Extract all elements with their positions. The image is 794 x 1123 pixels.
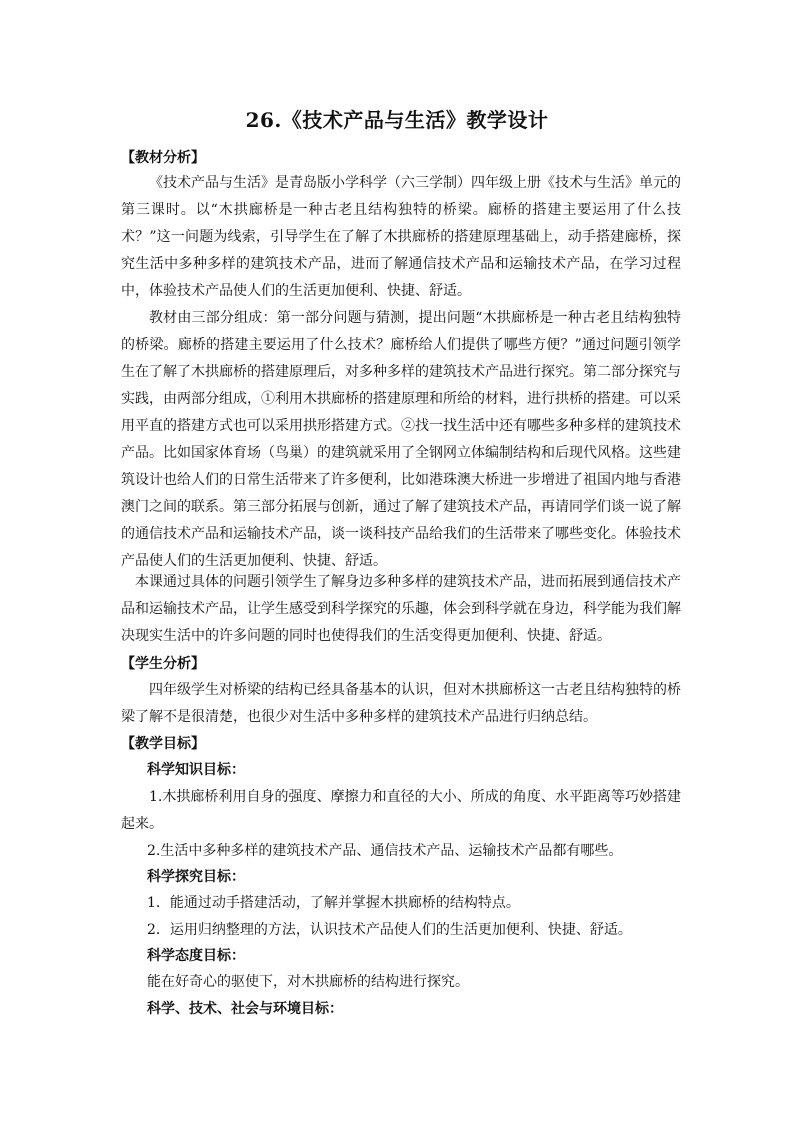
subheading-knowledge-goals: 科学知识目标： — [147, 762, 245, 778]
knowledge-goal-1: 1.木拱廊桥利用自身的强度、摩擦力和直径的大小、所成的角度、水平距离等巧妙搭建起来。 — [121, 789, 681, 832]
inquiry-goal-2: 2．运用归纳整理的方法，认识技术产品使人们的生活更加便利、快捷、舒适。 — [147, 922, 632, 938]
section-heading-student-analysis: 【学生分析】 — [121, 656, 205, 672]
material-analysis-paragraph-2: 教材由三部分组成：第一部分问题与猜测，提出问题“木拱廊桥是一种古老且结构独特的桥梁。廊桥的搭建主要运用了什么技术？廊桥给人们提供了哪些方便？”通过问题引领学生在了解了木拱廊桥的搭建原理后，对多种多样的建筑技术产品进行探究。第二部分探究与实践，由两部分组成，①利用木拱廊桥的搭建原理和所给的材料，进行拱桥的搭建。可以采用平直的搭建方式也可以采用拱形搭建方式。②找一找生活中还有哪些多种多样的建筑技术产品。比如国家体育场（鸟巢）的建筑就采用了全钢网立体编制结构和后现代风格。这些建筑设计也给人们的日常生活带来了许多便利，比如港珠澳大桥进一步增进了祖国内地与香港澳门之间的联系。第三部分拓展与创新，通过了解了建筑技术产品，再请同学们谈一说了解的通信技术产品和运输技术产品，谈一谈科技产品给我们的生活带来了哪些变化。体验技术产品使人们的生活更加便利、快捷、舒适。 — [121, 310, 681, 569]
section-heading-teaching-goals: 【教学目标】 — [121, 736, 205, 752]
knowledge-goal-2: 2.生活中多种多样的建筑技术产品、通信技术产品、运输技术产品都有哪些。 — [147, 843, 623, 859]
subheading-inquiry-goals: 科学探究目标： — [147, 869, 245, 885]
attitude-goal-1: 能在好奇心的驱使下，对木拱廊桥的结构进行探究。 — [147, 974, 469, 990]
material-analysis-paragraph-1: 《技术产品与生活》是青岛版小学科学（六三学制）四年级上册《技术与生活》单元的第三课时。以“木拱廊桥是一种古老且结构独特的桥梁。廊桥的搭建主要运用了什么技术？”这一问题为线索，引导学生在了解了木拱廊桥的搭建原理基础上，动手搭建廊桥，探究生活中多种多样的建筑技术产品，进而了解通信技术产品和运输技术产品，在学习过程中，体验技术产品使人们的生活更加便利、快捷、舒适。 — [121, 175, 681, 299]
material-analysis-paragraph-3: 本课通过具体的问题引领学生了解身边多种多样的建筑技术产品，进而拓展到通信技术产品和运输技术产品，让学生感受到科学探究的乐趣，体会到科学就在身边，科学能为我们解决现实生活中的许多问题的同时也使得我们的生活变得更加便利、快捷、舒适。 — [121, 574, 681, 644]
student-analysis-paragraph: 四年级学生对桥梁的结构已经具备基本的认识，但对木拱廊桥这一古老且结构独特的桥梁了解不是很清楚，也很少对生活中多种多样的建筑技术产品进行归纳总结。 — [121, 682, 681, 725]
subheading-sts-goals: 科学、技术、社会与环境目标： — [147, 1001, 343, 1017]
inquiry-goal-1: 1．能通过动手搭建活动，了解并掌握木拱廊桥的结构特点。 — [147, 895, 520, 911]
subheading-attitude-goals: 科学态度目标： — [147, 948, 245, 964]
section-heading-material-analysis: 【教材分析】 — [121, 150, 205, 166]
document-title: 26.《技术产品与生活》教学设计 — [245, 108, 549, 132]
